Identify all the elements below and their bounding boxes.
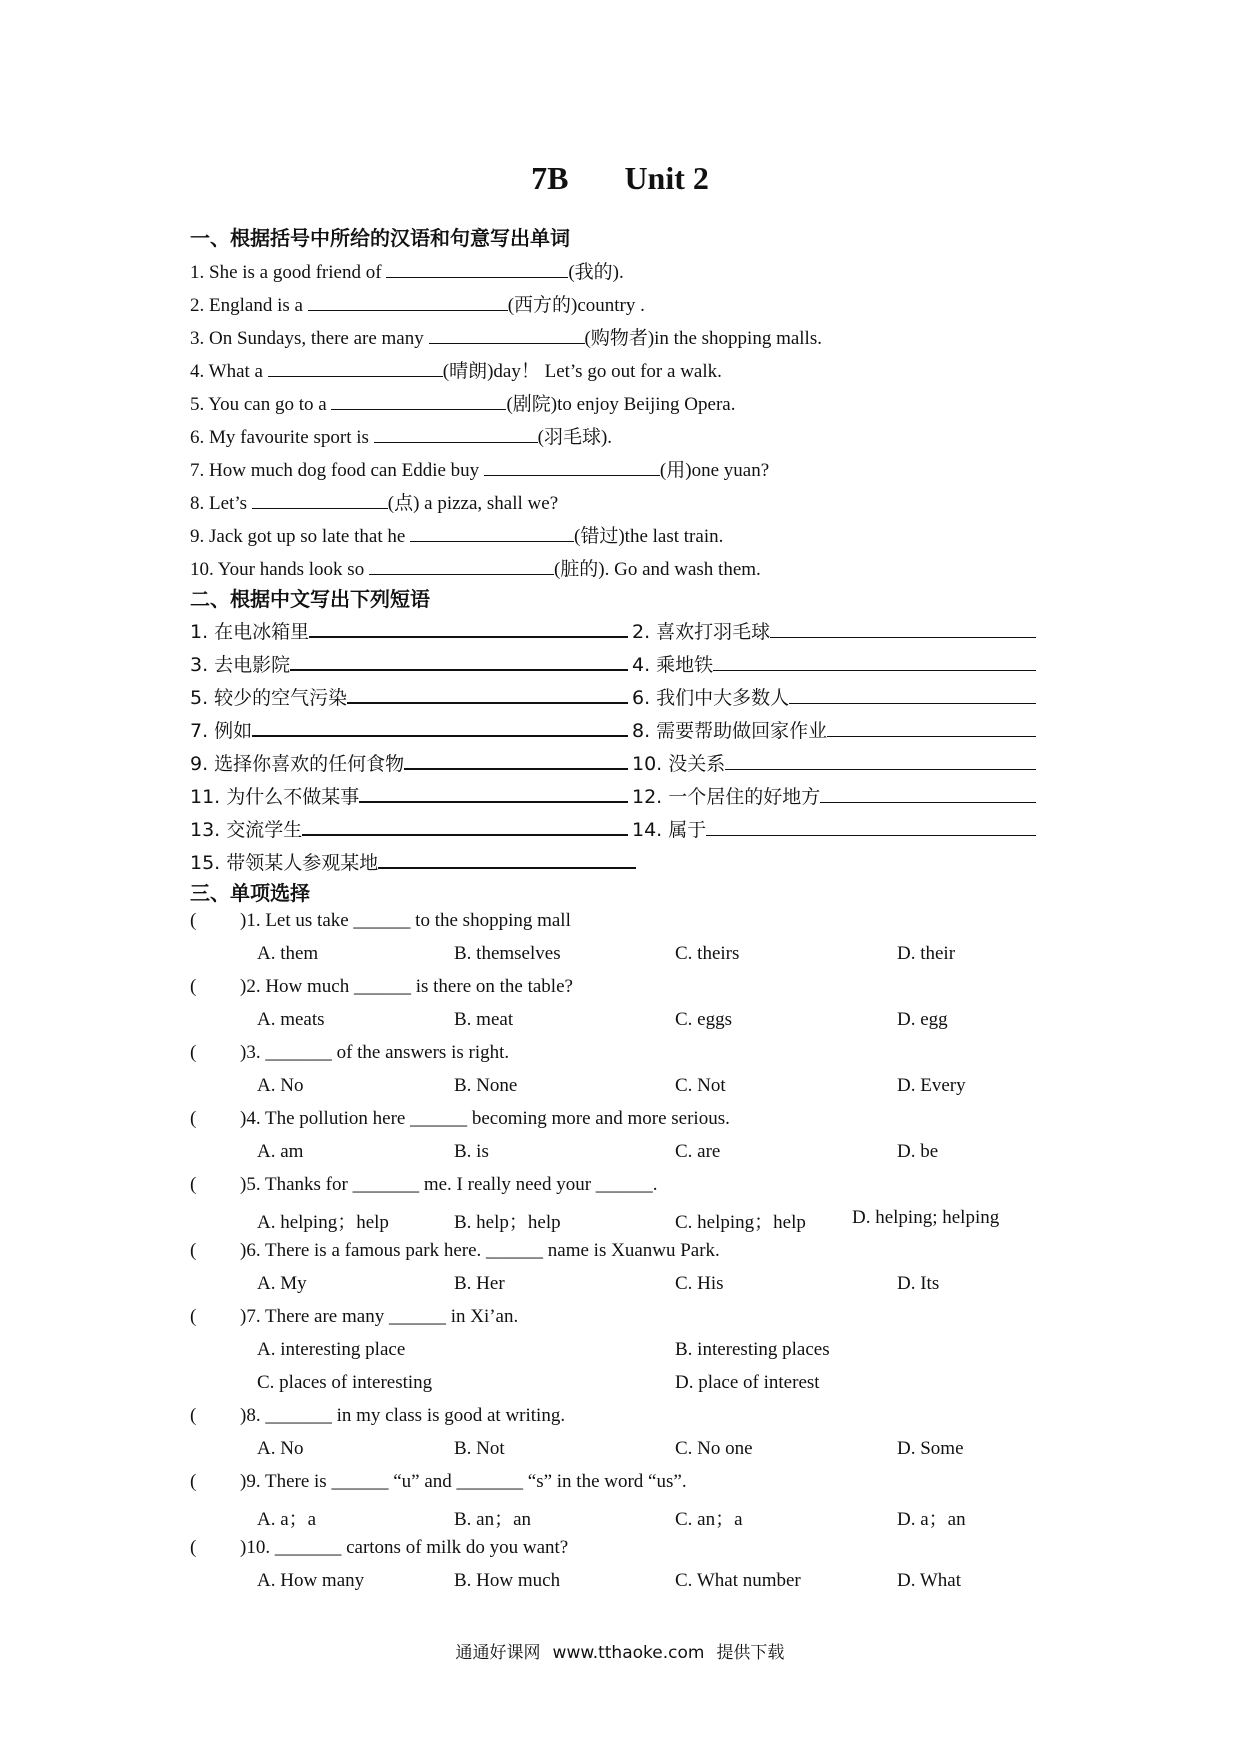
- footer-url[interactable]: www.tthaoke.com: [552, 1643, 705, 1663]
- option-a[interactable]: A. No: [257, 1438, 304, 1459]
- phrase-prompt: 12. 一个居住的好地方: [632, 786, 821, 808]
- phrase-prompt: 5. 较少的空气污染: [190, 687, 348, 709]
- answer-blank[interactable]: [331, 391, 506, 410]
- answer-blank[interactable]: [386, 259, 568, 278]
- option-d[interactable]: D. a；an: [897, 1509, 966, 1530]
- answer-blank[interactable]: [268, 358, 443, 377]
- phrase-item: [190, 815, 628, 842]
- phrase-prompt: 14. 属于: [632, 819, 707, 841]
- footer-suffix: 提供下载: [716, 1643, 785, 1663]
- phrase-item: [190, 683, 628, 710]
- phrase-prompt: 4. 乘地铁: [632, 654, 714, 676]
- answer-blank[interactable]: [252, 490, 388, 509]
- item-hint: (脏的). Go and wash them.: [553, 559, 761, 580]
- answer-paren[interactable]: (: [190, 1042, 197, 1063]
- option-b[interactable]: B. Not: [454, 1438, 505, 1459]
- answer-blank[interactable]: [404, 750, 628, 770]
- item-hint: (错过)the last train.: [574, 526, 724, 547]
- unit-label: Unit 2: [624, 160, 709, 196]
- phrase-item: [632, 815, 1036, 842]
- section2-heading: 二、根据中文写出下列短语: [190, 587, 430, 611]
- answer-paren[interactable]: (: [190, 1306, 197, 1327]
- footer: [0, 1638, 1240, 1663]
- answer-blank[interactable]: [347, 684, 628, 704]
- phrase-prompt: 3. 去电影院: [190, 654, 291, 676]
- phrase-prompt: 1. 在电冰箱里: [190, 621, 310, 643]
- fill-in-item: [190, 290, 645, 317]
- option-a[interactable]: A. How many: [257, 1570, 365, 1591]
- answer-paren[interactable]: (: [190, 1537, 197, 1558]
- phrase-item: [190, 782, 628, 809]
- phrase-prompt: 10. 没关系: [632, 753, 726, 775]
- section1-heading: 一、根据括号中所给的汉语和句意写出单词: [190, 226, 570, 250]
- option-c[interactable]: C. places of interesting: [257, 1372, 433, 1393]
- section3-heading: 三、单项选择: [190, 881, 310, 905]
- item-prompt: 3. On Sundays, there are many: [190, 328, 429, 349]
- item-prompt: 2. England is a: [190, 295, 308, 316]
- answer-blank[interactable]: [725, 751, 1036, 770]
- option-a[interactable]: A. meats: [257, 1009, 325, 1030]
- phrase-item: [632, 650, 1036, 677]
- fill-in-item: [190, 323, 822, 350]
- answer-blank[interactable]: [706, 817, 1036, 836]
- answer-paren[interactable]: (: [190, 910, 197, 931]
- answer-blank[interactable]: [290, 651, 628, 671]
- fill-in-item: [190, 257, 624, 284]
- phrase-item: [190, 749, 628, 776]
- item-prompt: 1. She is a good friend of: [190, 262, 387, 283]
- answer-blank[interactable]: [302, 816, 628, 836]
- phrase-prompt: 11. 为什么不做某事: [190, 786, 360, 808]
- option-b[interactable]: B. None: [454, 1075, 518, 1096]
- phrase-item: [632, 683, 1036, 710]
- option-d[interactable]: D. egg: [897, 1009, 948, 1030]
- item-hint: (点) a pizza, shall we?: [387, 493, 559, 514]
- question-stem: )3. _______ of the answers is right.: [240, 1042, 510, 1063]
- item-prompt: 5. You can go to a: [190, 394, 332, 415]
- phrase-item: [632, 617, 1036, 644]
- phrase-item: [190, 848, 636, 875]
- fill-in-item: [190, 554, 761, 581]
- answer-paren[interactable]: (: [190, 1108, 197, 1129]
- answer-blank[interactable]: [484, 457, 660, 476]
- grade-label: 7B: [531, 160, 569, 196]
- item-hint: (我的).: [568, 262, 624, 283]
- option-a[interactable]: A. am: [257, 1141, 304, 1162]
- phrase-item: [190, 650, 628, 677]
- option-d[interactable]: D. Some: [897, 1438, 964, 1459]
- option-b[interactable]: B. meat: [454, 1009, 514, 1030]
- question-stem: )5. Thanks for _______ me. I really need your ______.: [240, 1174, 658, 1195]
- item-hint: (羽毛球).: [537, 427, 613, 448]
- item-hint: (西方的)country .: [507, 295, 645, 316]
- answer-blank[interactable]: [308, 292, 508, 311]
- option-d[interactable]: D. helping; helping: [852, 1207, 1000, 1228]
- option-c[interactable]: C. His: [675, 1273, 724, 1294]
- phrase-item: [632, 782, 1036, 809]
- question-stem: )7. There are many ______ in Xi’an.: [240, 1306, 519, 1327]
- option-d[interactable]: D. their: [897, 943, 956, 964]
- phrase-prompt: 15. 带领某人参观某地: [190, 852, 379, 874]
- question-stem: )6. There is a famous park here. ______ name is Xuanwu Park.: [240, 1240, 720, 1261]
- phrase-item: [190, 716, 628, 743]
- answer-paren[interactable]: (: [190, 1174, 197, 1195]
- answer-blank[interactable]: [374, 424, 538, 443]
- item-prompt: 6. My favourite sport is: [190, 427, 374, 448]
- phrase-prompt: 13. 交流学生: [190, 819, 303, 841]
- option-a[interactable]: A. My: [257, 1273, 307, 1294]
- question-stem: )8. _______ in my class is good at writing.: [240, 1405, 566, 1426]
- option-c[interactable]: C. helping；help: [675, 1212, 806, 1233]
- option-c[interactable]: C. What number: [675, 1570, 801, 1591]
- answer-blank[interactable]: [359, 783, 628, 803]
- item-hint: (晴朗)day！ Let’s go out for a walk.: [442, 361, 722, 382]
- question-stem: )4. The pollution here ______ becoming more and more serious.: [240, 1108, 730, 1129]
- question-stem: )1. Let us take ______ to the shopping mall: [240, 910, 571, 931]
- item-hint: (用)one yuan?: [659, 460, 770, 481]
- phrase-prompt: 8. 需要帮助做回家作业: [632, 720, 828, 742]
- answer-blank[interactable]: [429, 325, 585, 344]
- phrase-item: [632, 716, 1036, 743]
- option-a[interactable]: A. No: [257, 1075, 304, 1096]
- option-d[interactable]: D. be: [897, 1141, 939, 1162]
- phrase-item: [190, 617, 628, 644]
- item-prompt: 8. Let’s: [190, 493, 252, 514]
- page-title: [0, 160, 1240, 197]
- answer-blank[interactable]: [410, 523, 574, 542]
- fill-in-item: [190, 356, 722, 383]
- answer-blank[interactable]: [309, 618, 628, 638]
- item-prompt: 9. Jack got up so late that he: [190, 526, 411, 547]
- phrase-prompt: 2. 喜欢打羽毛球: [632, 621, 771, 643]
- answer-blank[interactable]: [713, 652, 1036, 671]
- option-b[interactable]: B. help；help: [454, 1212, 561, 1233]
- option-b[interactable]: B. themselves: [454, 943, 561, 964]
- footer-site-name: 通通好课网: [455, 1643, 541, 1663]
- option-b[interactable]: B. interesting places: [675, 1339, 830, 1360]
- option-a[interactable]: A. interesting place: [257, 1339, 406, 1360]
- fill-in-item: [190, 422, 612, 449]
- option-b[interactable]: B. an；an: [454, 1509, 532, 1530]
- option-c[interactable]: C. are: [675, 1141, 721, 1162]
- answer-blank[interactable]: [378, 849, 636, 869]
- option-c[interactable]: C. an；a: [675, 1509, 743, 1530]
- fill-in-item: [190, 488, 558, 515]
- item-hint: (购物者)in the shopping malls.: [584, 328, 822, 349]
- option-d[interactable]: D. Its: [897, 1273, 940, 1294]
- option-b[interactable]: B. Her: [454, 1273, 505, 1294]
- fill-in-item: [190, 455, 769, 482]
- option-b[interactable]: B. How much: [454, 1570, 561, 1591]
- fill-in-item: [190, 389, 735, 416]
- answer-blank[interactable]: [369, 556, 554, 575]
- fill-in-item: [190, 521, 723, 548]
- option-d[interactable]: D. What: [897, 1570, 962, 1591]
- option-d[interactable]: D. Every: [897, 1075, 966, 1096]
- option-a[interactable]: A. a；a: [257, 1509, 317, 1530]
- phrase-item: [632, 749, 1036, 776]
- phrase-prompt: 7. 例如: [190, 720, 253, 742]
- option-c[interactable]: C. No one: [675, 1438, 753, 1459]
- answer-paren[interactable]: (: [190, 976, 197, 997]
- item-hint: (剧院)to enjoy Beijing Opera.: [506, 394, 736, 415]
- item-prompt: 4. What a: [190, 361, 268, 382]
- option-b[interactable]: B. is: [454, 1141, 489, 1162]
- answer-paren[interactable]: (: [190, 1405, 197, 1426]
- option-d[interactable]: D. place of interest: [675, 1372, 820, 1393]
- option-c[interactable]: C. eggs: [675, 1009, 732, 1030]
- option-a[interactable]: A. them: [257, 943, 319, 964]
- option-a[interactable]: A. helping；help: [257, 1212, 389, 1233]
- item-prompt: 10. Your hands look so: [190, 559, 369, 580]
- answer-blank[interactable]: [770, 619, 1036, 638]
- answer-paren[interactable]: (: [190, 1240, 197, 1261]
- answer-blank[interactable]: [252, 717, 628, 737]
- option-c[interactable]: C. Not: [675, 1075, 726, 1096]
- phrase-prompt: 9. 选择你喜欢的任何食物: [190, 753, 405, 775]
- item-prompt: 7. How much dog food can Eddie buy: [190, 460, 484, 481]
- question-stem: )10. _______ cartons of milk do you want?: [240, 1537, 569, 1558]
- answer-blank[interactable]: [820, 784, 1036, 803]
- option-c[interactable]: C. theirs: [675, 943, 740, 964]
- answer-blank[interactable]: [789, 685, 1036, 704]
- question-stem: )9. There is ______ “u” and _______ “s” in the word “us”.: [240, 1471, 687, 1492]
- question-stem: )2. How much ______ is there on the table?: [240, 976, 573, 997]
- answer-paren[interactable]: (: [190, 1471, 197, 1492]
- phrase-prompt: 6. 我们中大多数人: [632, 687, 790, 709]
- answer-blank[interactable]: [827, 718, 1036, 737]
